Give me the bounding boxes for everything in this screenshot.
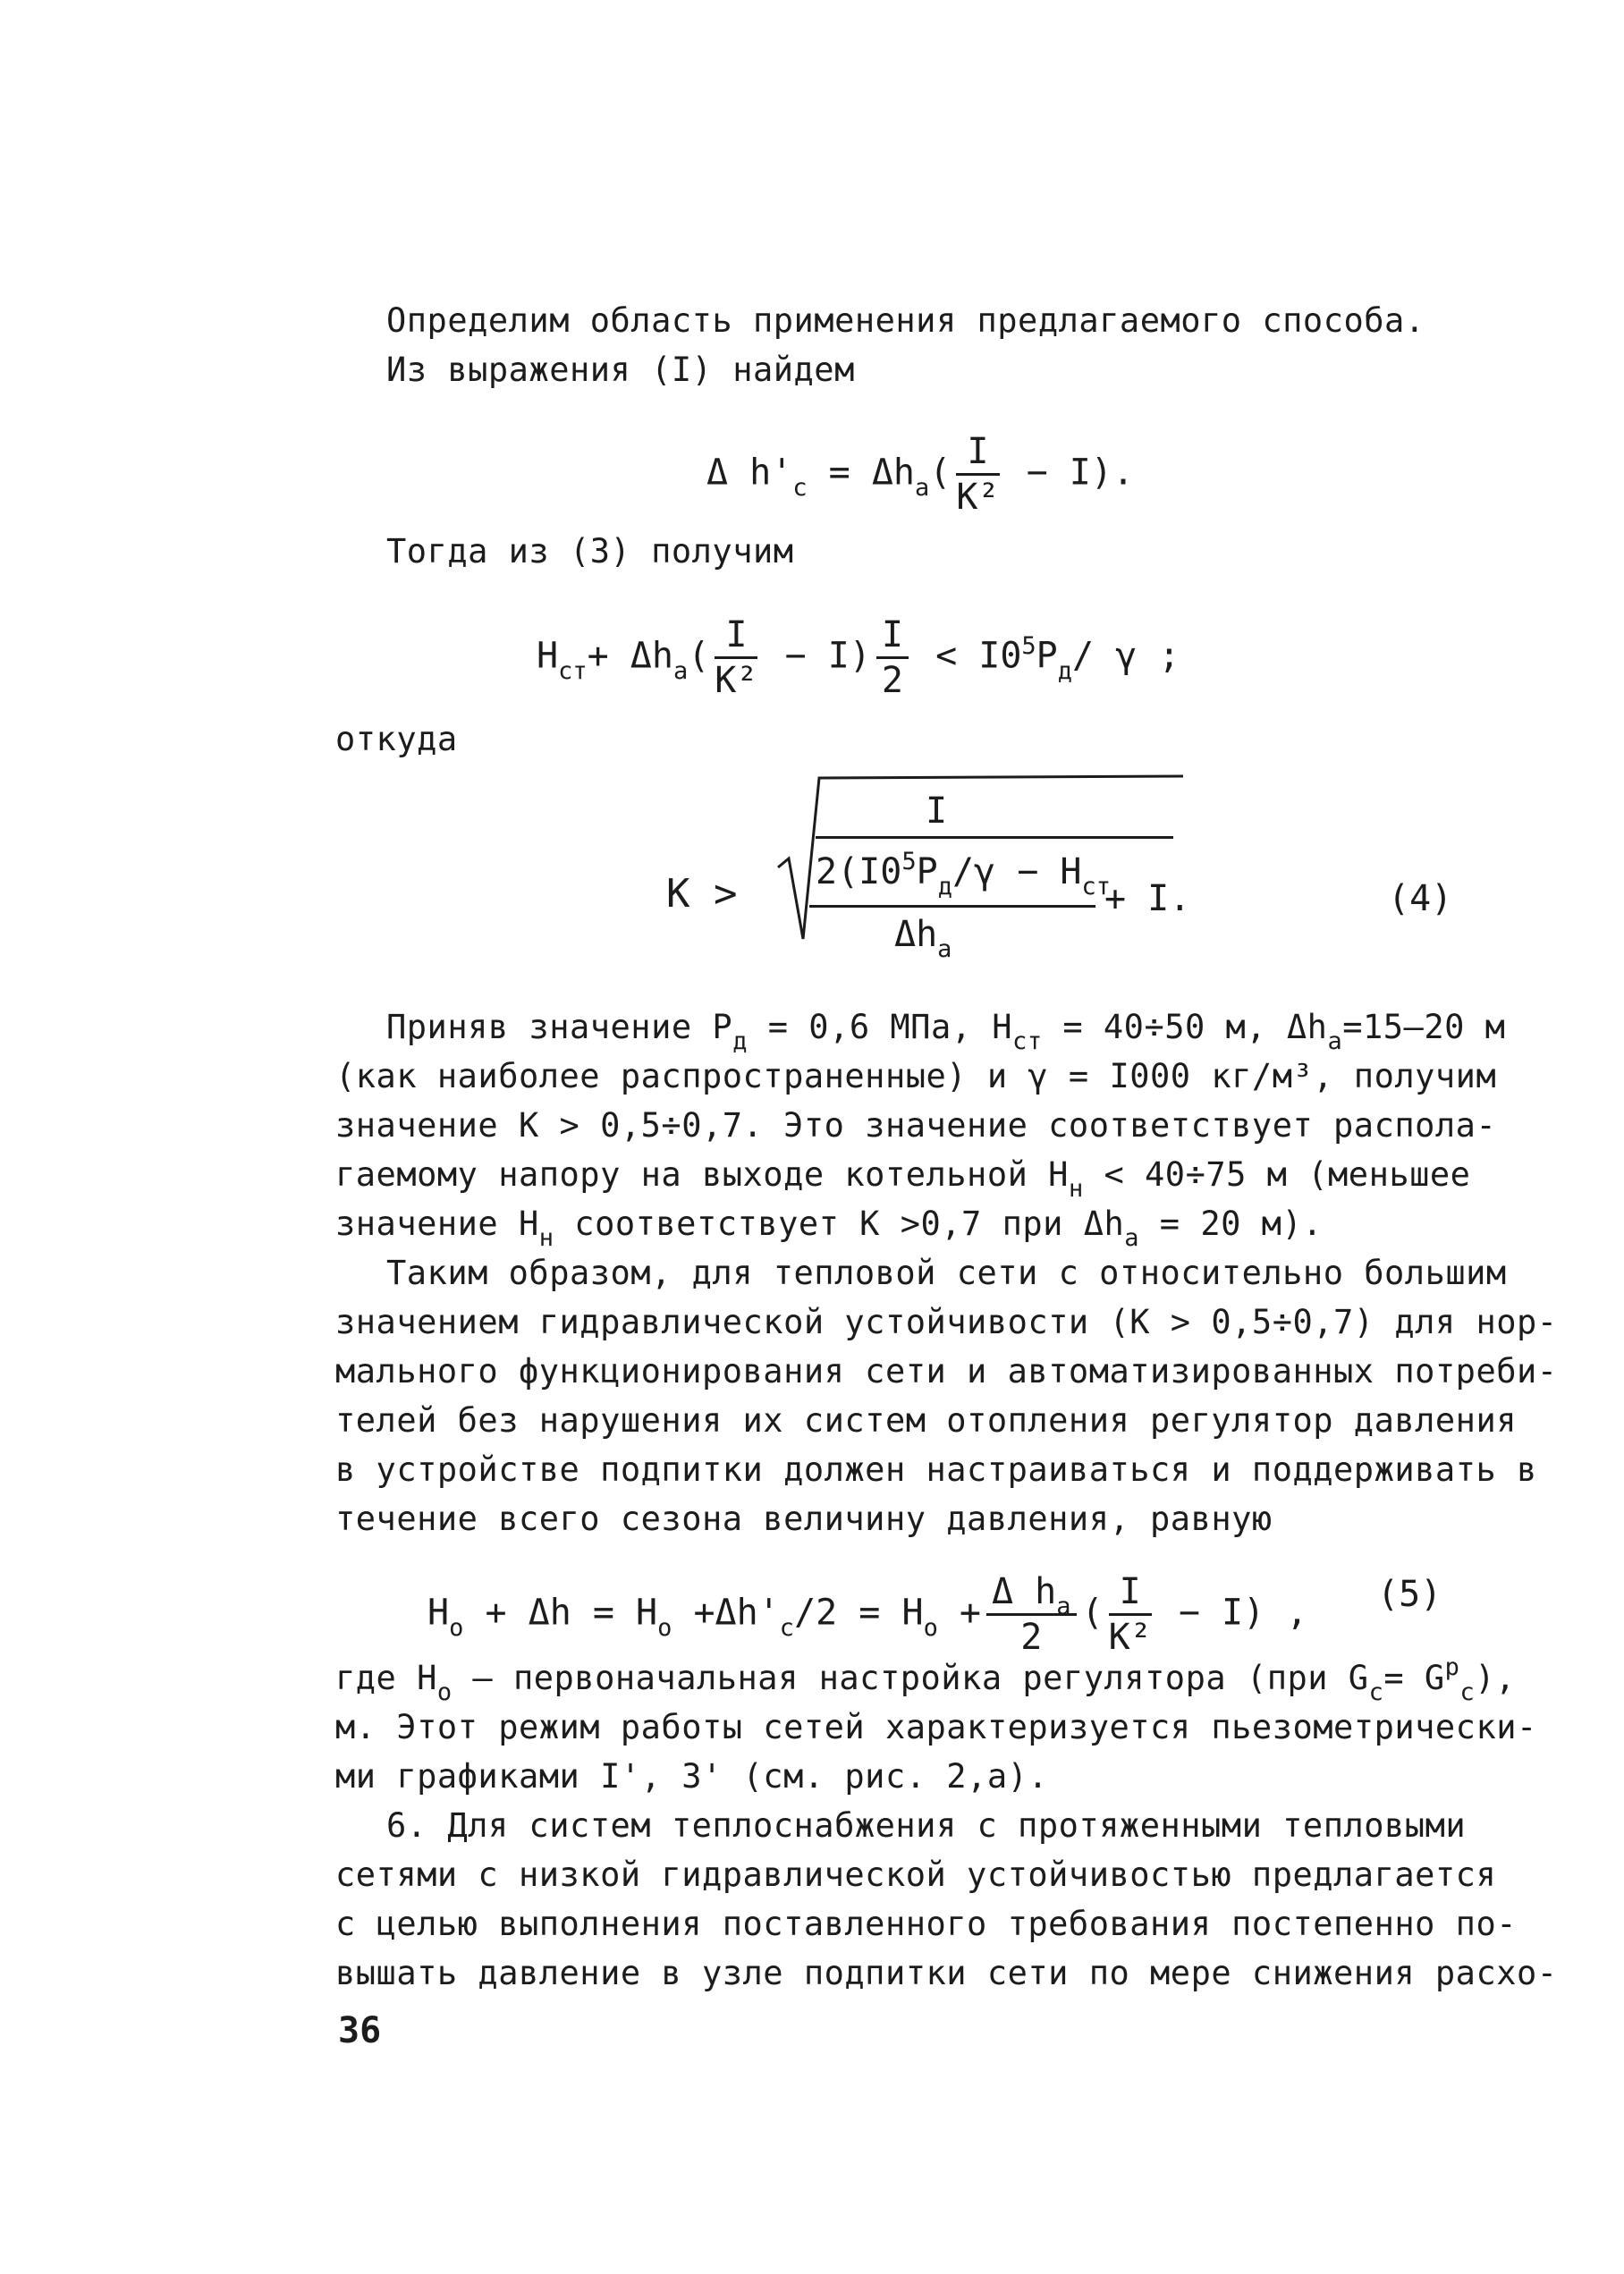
para4-line1-sub2: ст	[1012, 1027, 1043, 1055]
para7-line2: сетями с низкой гидравлической устойчивостью предлагается	[335, 1856, 1497, 1894]
formula5-a: H	[427, 1592, 450, 1634]
para7-line3: с целью выполнения поставленного требования постепенно по-	[335, 1905, 1518, 1943]
formula1-a-sub: a	[915, 473, 930, 502]
formula3-lhs: K >	[666, 871, 738, 917]
formula-5	[427, 1571, 1308, 1658]
para4-line5-sub2: a	[1124, 1224, 1140, 1252]
formula2-fraction	[715, 614, 758, 701]
para4-line1-a: Приняв значение P	[386, 1008, 733, 1046]
formula2-paren: (	[688, 635, 710, 677]
formula2-frac-den: K²	[715, 660, 758, 701]
para4-line5-b: соответствует K >0,7 при Δh	[554, 1205, 1125, 1243]
formula5-d-sub: o	[923, 1613, 938, 1642]
para6-line1-b: – первоначальная настройка регулятора (при G	[452, 1659, 1369, 1697]
formula2-half-num: I	[876, 617, 909, 659]
formula3-inner-num-b: P	[916, 851, 938, 892]
formula2-rhs2-sub: д	[1057, 656, 1073, 685]
formula3-inner-num-c: /γ − H	[952, 851, 1082, 892]
para6-line1-sub3: c	[1459, 1678, 1476, 1706]
formula1-paren: (	[929, 452, 952, 494]
para5-line1: Таким образом, для тепловой сети с относительно большим	[386, 1254, 1507, 1292]
para4-line4-b: < 40÷75 м (меньшее	[1083, 1155, 1471, 1194]
para2-line1: Тогда из (3) получим	[386, 532, 794, 571]
formula2-rhs3: / γ ;	[1072, 635, 1180, 677]
formula1-lhs-sub: c	[792, 473, 808, 502]
formula5-tail: − I) ,	[1156, 1592, 1308, 1634]
para6-line1-d: ),	[1475, 1659, 1516, 1697]
para7-line1: 6. Для систем теплоснабжения с протяженными тепловыми	[386, 1806, 1467, 1845]
formula2-rhs: < I0	[913, 635, 1022, 677]
formula5-paren: (	[1081, 1592, 1104, 1634]
para6-line1-c: = G	[1383, 1659, 1445, 1697]
formula5-e: +	[937, 1592, 981, 1634]
formula5-b: + Δh = H	[463, 1592, 658, 1634]
formula1-eq: = Δh	[807, 452, 916, 494]
para4-line5-a: значение H	[335, 1205, 539, 1243]
formula-1	[706, 431, 1135, 518]
formula5-a-sub: o	[449, 1613, 464, 1642]
formula3-inner-num-sub: д	[937, 873, 952, 900]
formula3-inner-num-a: 2(I0	[816, 851, 902, 892]
formula5-b-sub: o	[657, 1613, 672, 1642]
para4-line3: значение K > 0,5÷0,7. Это значение соответствует распола-	[335, 1106, 1497, 1145]
formula3-inner-num	[816, 848, 1111, 900]
para3-line1: откуда	[335, 720, 458, 758]
formula3-plus-one: + I.	[1104, 878, 1191, 919]
formula2-rhs2: P	[1036, 635, 1058, 677]
formula3-inner-den	[894, 914, 952, 963]
formula5-frac-num	[986, 1571, 1077, 1620]
formula3-inner-den-sub: a	[937, 935, 952, 963]
formula2-plus: + Δh	[587, 635, 673, 677]
formula3-inner-num-sup: 5	[901, 848, 917, 875]
formula5-frac-num-text: Δ h	[992, 1571, 1057, 1612]
formula3-inner-bar	[809, 905, 1095, 908]
para4-line5-c: = 20 м).	[1139, 1205, 1324, 1243]
formula-2	[537, 614, 1180, 701]
equation-number-4: (4)	[1388, 878, 1453, 919]
formula1-frac-den: K²	[956, 477, 1000, 518]
formula5-c: +Δh'	[672, 1592, 780, 1634]
para6-line1-sub: o	[436, 1678, 453, 1706]
formula2-h: H	[537, 635, 559, 677]
para4-line1-sub3: a	[1327, 1027, 1343, 1055]
para6-line3: ми графиками I', 3' (см. рис. 2,а).	[335, 1757, 1049, 1796]
para7-line4: вышать давление в узле подпитки сети по мере снижения расхо-	[335, 1954, 1558, 1992]
para6-line1-sup: p	[1444, 1653, 1460, 1681]
formula1-lhs: Δ h'	[706, 452, 793, 494]
para6-line1-sub2: c	[1368, 1678, 1384, 1706]
para4-line5	[335, 1205, 1324, 1252]
para4-line4-sub: н	[1068, 1175, 1084, 1203]
para5-line4: телей без нарушения их систем отопления регулятор давления	[335, 1401, 1518, 1440]
formula5-fraction	[986, 1571, 1077, 1658]
para4-line1-b: = 0,6 МПа, H	[747, 1008, 1013, 1046]
formula5-fraction2	[1108, 1571, 1152, 1658]
formula2-half-den: 2	[881, 660, 903, 701]
formula2-half	[876, 614, 909, 701]
para4-line1	[386, 1008, 1506, 1055]
formula5-frac2-num: I	[1109, 1574, 1152, 1616]
formula5-frac-den: 2	[1020, 1617, 1043, 1658]
para4-line1-c: = 40÷50 м, Δh	[1042, 1008, 1328, 1046]
para1-line2: Из выражения (I) найдем	[386, 351, 855, 389]
para5-line5: в устройстве подпитки должен настраиваться и поддерживать в	[335, 1450, 1537, 1489]
page-number: 36	[338, 2010, 382, 2051]
para4-line1-d: =15–20 м	[1342, 1008, 1506, 1046]
para4-line4	[335, 1155, 1471, 1203]
formula2-a-sub: a	[672, 656, 689, 685]
para5-line6: течение всего сезона величину давления, равную	[335, 1500, 1273, 1538]
formula2-mid: − I)	[763, 635, 871, 677]
formula5-c-sub: c	[779, 1613, 795, 1642]
para4-line1-sub: д	[732, 1027, 748, 1055]
para6-line1-a: где H	[335, 1659, 437, 1697]
equation-number-5: (5)	[1377, 1574, 1442, 1615]
para5-line2: значением гидравлической устойчивости (K > 0,5÷0,7) для нор-	[335, 1303, 1558, 1341]
formula3-outer-num: I	[926, 790, 948, 832]
formula5-frac-num-sub: a	[1056, 1593, 1071, 1620]
formula5-d: /2 = H	[794, 1592, 924, 1634]
para1-line1: Определим область применения предлагаемого способа.	[386, 301, 1425, 340]
formula2-rhs-sup: 5	[1021, 631, 1036, 660]
para6-line1	[335, 1653, 1516, 1706]
formula1-fraction	[956, 431, 1000, 518]
formula2-frac-num: I	[715, 617, 757, 659]
para4-line2: (как наиболее распространенные) и γ = I000 кг/м³, получим	[335, 1057, 1497, 1095]
formula3-inner-den-text: Δh	[894, 914, 938, 955]
para4-line5-sub: н	[538, 1224, 554, 1252]
formula3-inner-num-sub2: ст	[1081, 873, 1111, 900]
formula2-h-sub: ст	[558, 656, 588, 685]
formula1-tail: − I).	[1004, 452, 1135, 494]
para5-line3: мального функционирования сети и автоматизированных потреби-	[335, 1352, 1558, 1391]
formula5-frac2-den: K²	[1108, 1617, 1152, 1658]
formula1-frac-num: I	[956, 434, 999, 476]
para6-line2: м. Этот режим работы сетей характеризуется пьезометрически-	[335, 1708, 1537, 1746]
para4-line4-a: гаемому напору на выходе котельной H	[335, 1155, 1069, 1194]
formula3-outer-bar	[816, 836, 1173, 839]
